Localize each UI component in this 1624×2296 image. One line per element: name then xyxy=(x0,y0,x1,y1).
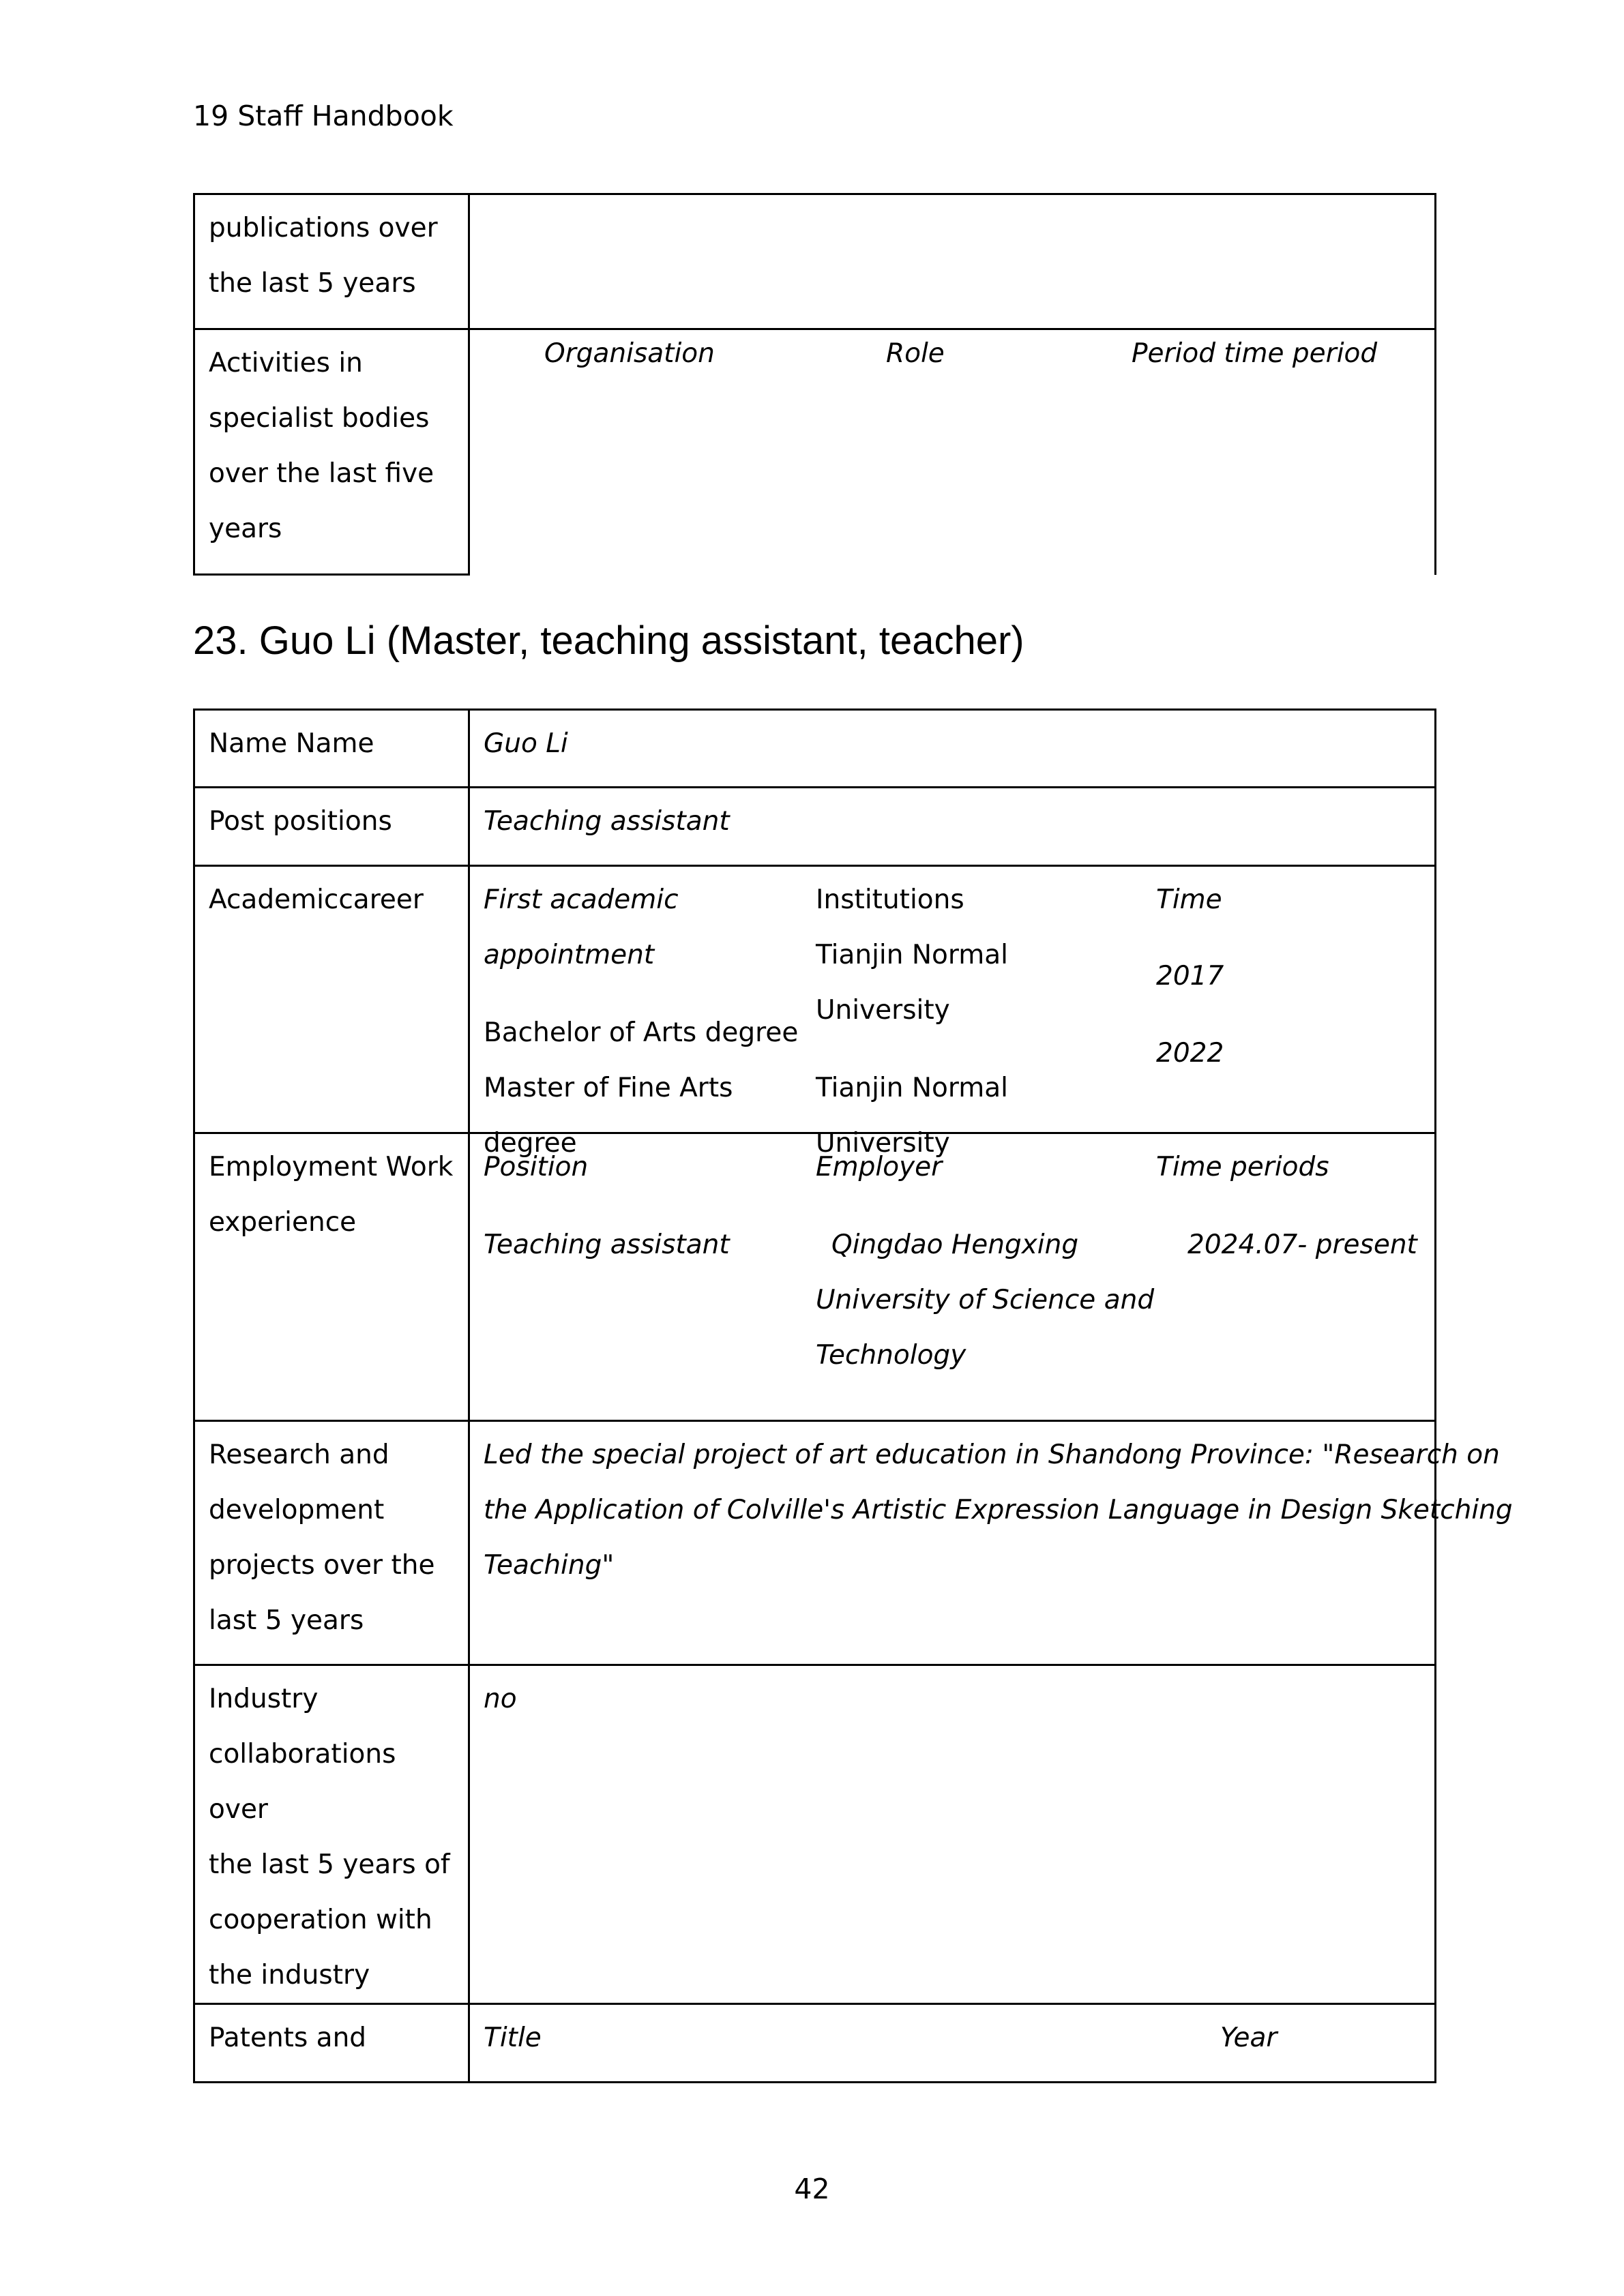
research-value-line: Teaching" xyxy=(484,1550,615,1581)
industry-row xyxy=(194,1665,1436,2004)
publications-label-line: publications over xyxy=(209,213,438,243)
activities-label-line: over the last five xyxy=(209,458,434,489)
industry-label-line: the industry xyxy=(209,1960,370,1991)
employment-time-value: 2024.07- present xyxy=(1187,1229,1417,1260)
academic-institution: University xyxy=(816,1128,950,1159)
employment-employer-value: University of Science and xyxy=(816,1285,1155,1315)
research-label-line: Research and xyxy=(209,1440,389,1470)
industry-label-line: cooperation with xyxy=(209,1905,432,1935)
publications-row xyxy=(194,194,1436,329)
name-label-cell xyxy=(194,710,469,788)
employment-position-value: Teaching assistant xyxy=(484,1229,730,1260)
activities-row xyxy=(194,329,1436,575)
post-value-cell xyxy=(469,788,1436,866)
previous-staff-table xyxy=(193,193,1436,576)
industry-label-line: the last 5 years of xyxy=(209,1849,450,1880)
page-number: 42 xyxy=(794,2173,830,2205)
research-label-line: projects over the xyxy=(209,1550,435,1581)
employment-label-line: Employment Work xyxy=(209,1152,454,1182)
industry-value: no xyxy=(484,1684,517,1714)
academic-institution: Tianjin Normal xyxy=(816,940,1008,970)
academic-row xyxy=(194,866,1436,1133)
activities-label-line: years xyxy=(209,513,282,544)
academic-degree-bachelor: Bachelor of Arts degree xyxy=(484,1017,799,1048)
academic-institution: Tianjin Normal xyxy=(816,1073,1008,1103)
academic-institution: University xyxy=(816,995,950,1026)
employment-row xyxy=(194,1133,1436,1421)
research-value-cell xyxy=(469,1421,1513,1665)
research-label-cell xyxy=(194,1421,469,1665)
employment-label-line: experience xyxy=(209,1207,357,1238)
employment-position-header: Position xyxy=(484,1152,589,1182)
publications-value-cell xyxy=(469,194,1436,329)
academic-label-cell xyxy=(194,866,469,1133)
post-row xyxy=(194,788,1436,866)
running-header: 19 Staff Handbook xyxy=(193,100,454,132)
academic-first-appointment: First academic xyxy=(484,884,679,915)
employment-label-cell xyxy=(194,1133,469,1421)
activities-value-cell xyxy=(469,329,1436,575)
patents-title-header: Title xyxy=(484,2023,542,2053)
publications-label-line: the last 5 years xyxy=(209,268,416,299)
employment-employer-value: Technology xyxy=(816,1340,966,1371)
patents-year-header: Year xyxy=(1220,2023,1278,2053)
academic-time-header: Time xyxy=(1156,884,1222,915)
research-value-line: Led the special project of art education in Shandong Province: "Research on xyxy=(484,1440,1500,1470)
section-heading: 23. Guo Li (Master, teaching assistant, teacher) xyxy=(193,618,1024,663)
post-label: Post positions xyxy=(209,806,392,837)
industry-label-line: Industry xyxy=(209,1684,319,1714)
activities-label-line: Activities in xyxy=(209,348,363,378)
activities-label-line: specialist bodies xyxy=(209,403,430,434)
industry-label-cell xyxy=(194,1665,469,2004)
academic-value-cell xyxy=(469,866,1436,1159)
name-value: Guo Li xyxy=(484,728,568,759)
activities-label-cell xyxy=(194,329,469,575)
staff-table xyxy=(193,709,1513,2083)
research-row xyxy=(194,1421,1436,1665)
academic-label: Academiccareer xyxy=(209,884,424,915)
employment-employer-header: Employer xyxy=(816,1152,943,1182)
academic-time-value: 2017 xyxy=(1156,961,1224,992)
name-value-cell xyxy=(469,710,1436,788)
employment-time-header: Time periods xyxy=(1156,1152,1329,1182)
employment-value-cell xyxy=(469,1133,1436,1421)
activities-period-header: Period time period xyxy=(1132,338,1378,369)
employment-employer-value: Qingdao Hengxing xyxy=(831,1229,1079,1260)
name-label: Name Name xyxy=(209,728,374,759)
patents-row xyxy=(194,2004,1436,2083)
publications-label-cell xyxy=(194,194,469,329)
industry-value-cell xyxy=(469,1665,1436,2004)
activities-organisation-header: Organisation xyxy=(544,338,715,369)
research-label-line: last 5 years xyxy=(209,1605,364,1636)
academic-degree-master: Master of Fine Arts xyxy=(484,1073,733,1103)
patents-value-cell xyxy=(469,2004,1436,2083)
activities-role-header: Role xyxy=(886,338,945,369)
academic-first-appointment: appointment xyxy=(484,940,655,970)
academic-degree-master: degree xyxy=(484,1128,577,1159)
patents-label-cell xyxy=(194,2004,469,2083)
academic-institutions-header: Institutions xyxy=(816,884,964,915)
research-value-line: the Application of Colville's Artistic Expression Language in Design Sketching xyxy=(484,1495,1513,1525)
name-row xyxy=(194,710,1436,788)
patents-label: Patents and xyxy=(209,2023,367,2053)
academic-time-value: 2022 xyxy=(1156,1038,1224,1069)
post-value: Teaching assistant xyxy=(484,806,730,837)
industry-label-line: collaborations over xyxy=(209,1739,396,1825)
post-label-cell xyxy=(194,788,469,866)
research-label-line: development xyxy=(209,1495,385,1525)
